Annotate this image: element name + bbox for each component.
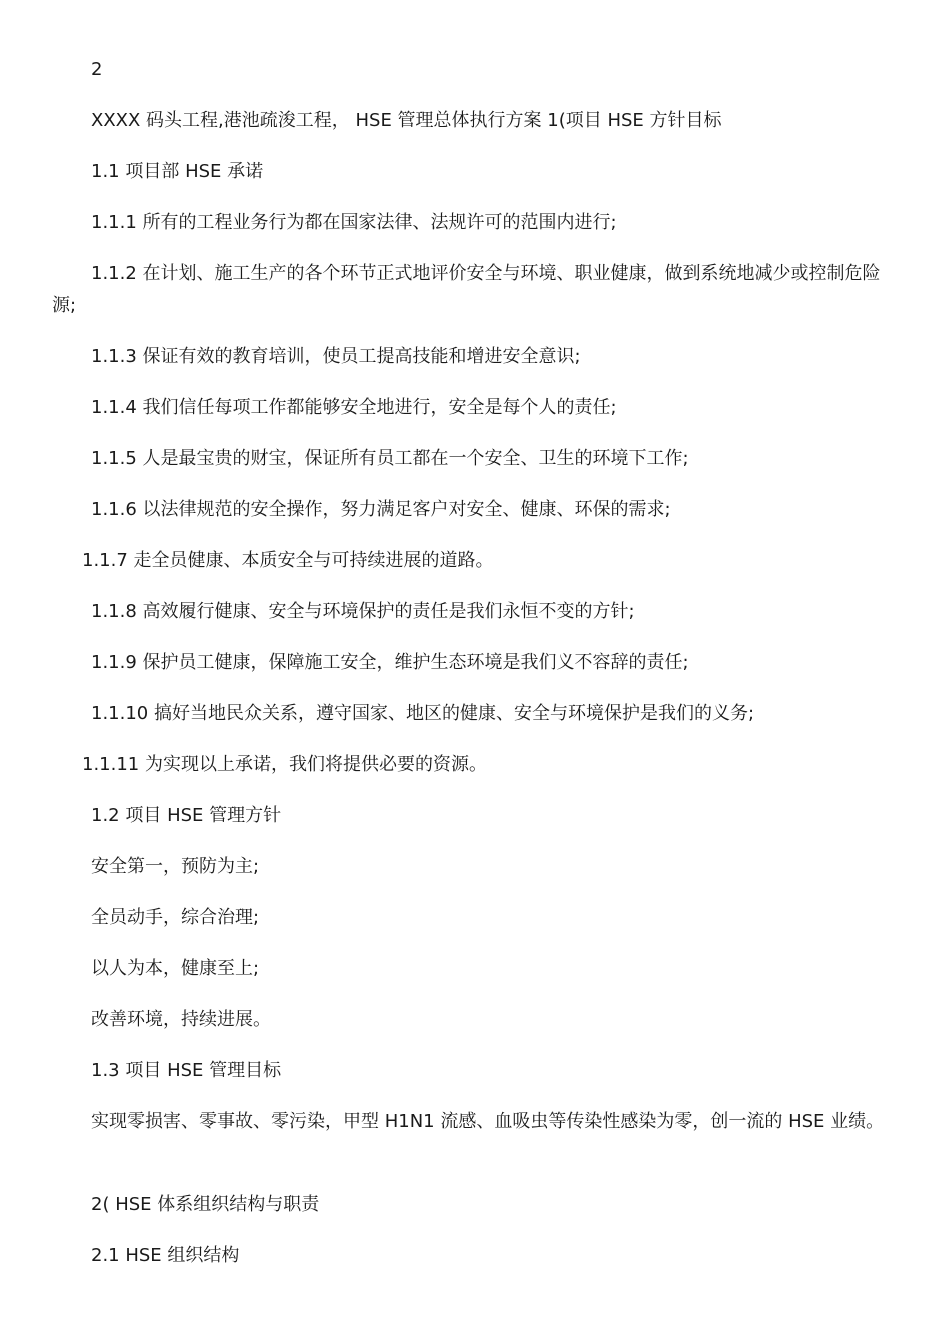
paragraph-1-1-11: 1.1.11 为实现以上承诺，我们将提供必要的资源。 — [82, 754, 487, 775]
section-heading-2: 2( HSE 体系组织结构与职责 — [91, 1194, 320, 1215]
paragraph-1-1-5: 1.1.5 人是最宝贵的财宝，保证所有员工都在一个安全、卫生的环境下工作; — [91, 448, 689, 469]
policy-line-2: 全员动手，综合治理; — [91, 907, 260, 928]
paragraph-1-1-6: 1.1.6 以法律规范的安全操作，努力满足客户对安全、健康、环保的需求; — [91, 499, 671, 520]
section-heading-2-1: 2.1 HSE 组织结构 — [91, 1245, 240, 1266]
paragraph-1-1-9: 1.1.9 保护员工健康，保障施工安全，维护生态环境是我们义不容辞的责任; — [91, 652, 689, 673]
section-heading-1-2: 1.2 项目 HSE 管理方针 — [91, 805, 282, 826]
paragraph-1-1-7: 1.1.7 走全员健康、本质安全与可持续进展的道路。 — [82, 550, 494, 571]
policy-line-1: 安全第一，预防为主; — [91, 856, 260, 877]
paragraph-1-1-10: 1.1.10 搞好当地民众关系，遵守国家、地区的健康、安全与环境保护是我们的义务; — [91, 703, 755, 724]
page-number: 2 — [91, 59, 103, 80]
document-title: XXXX 码头工程,港池疏浚工程， HSE 管理总体执行方案 1(项目 HSE 方针目标 — [91, 110, 722, 131]
paragraph-1-1-4: 1.1.4 我们信任每项工作都能够安全地进行，安全是每个人的责任; — [91, 397, 617, 418]
goal-paragraph: 实现零损害、零事故、零污染，甲型 H1N1 流感、血吸虫等传染性感染为零，创一流的 HSE 业绩。 — [91, 1111, 885, 1132]
paragraph-1-1-3: 1.1.3 保证有效的教育培训，使员工提高技能和增进安全意识; — [91, 346, 581, 367]
paragraph-1-1-8: 1.1.8 高效履行健康、安全与环境保护的责任是我们永恒不变的方针; — [91, 601, 635, 622]
section-heading-1-1: 1.1 项目部 HSE 承诺 — [91, 161, 264, 182]
paragraph-1-1-2: 1.1.2 在计划、施工生产的各个环节正式地评价安全与环境、职业健康，做到系统地减少或控制危险源; — [52, 263, 881, 316]
section-heading-1-3: 1.3 项目 HSE 管理目标 — [91, 1060, 282, 1081]
policy-line-3: 以人为本，健康至上; — [91, 958, 260, 979]
paragraph-1-1-1: 1.1.1 所有的工程业务行为都在国家法律、法规许可的范围内进行; — [91, 212, 617, 233]
policy-line-4: 改善环境，持续进展。 — [91, 1009, 271, 1030]
